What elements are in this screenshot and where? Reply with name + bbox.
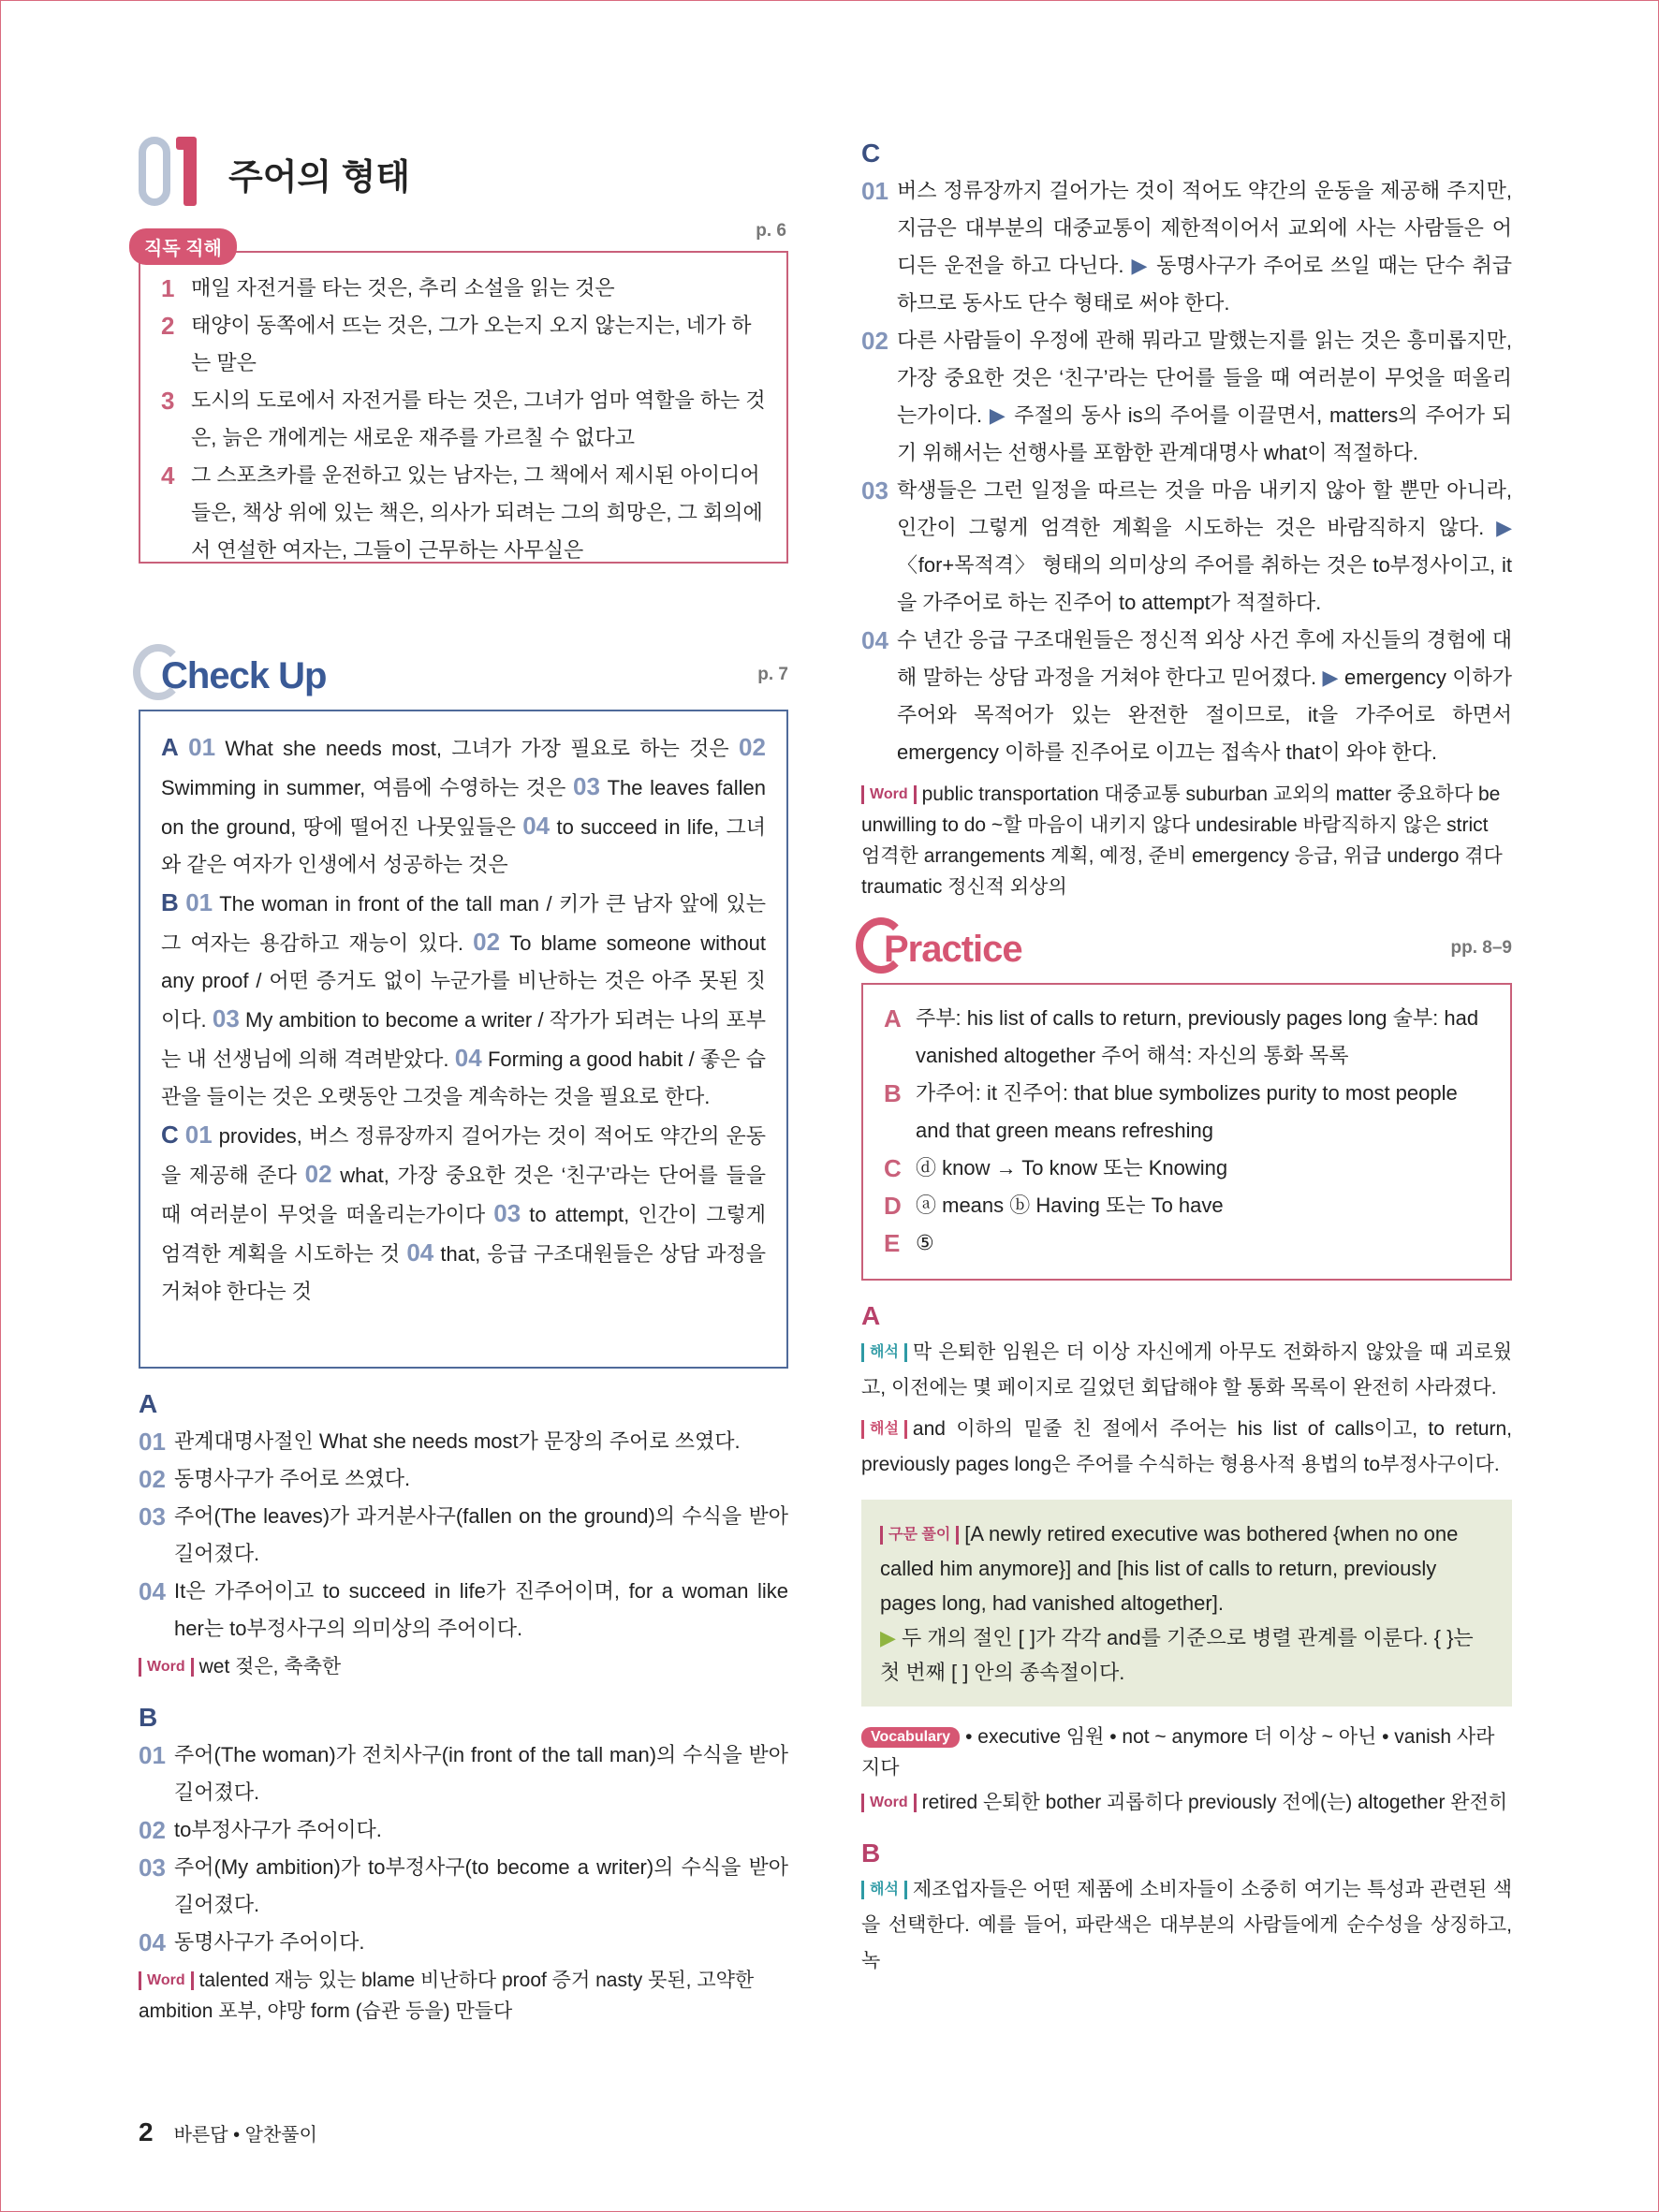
list-item: 01 관계대명사절인 What she needs most가 문장의 주어로 쓰였다.	[139, 1428, 741, 1456]
list-item: A 주부: his list of calls to return, previously pages long 술부: had vanished altogether 주어 해석: 자신의 통화 목록	[884, 1004, 1479, 1067]
list-item: 03 주어(The leaves)가 과거분사구(fallen on the ground)의 수식을 받아 길어졌다.	[139, 1502, 788, 1565]
checkup-B: B 01 The woman in front of the tall man / 키가 큰 남자 앞에 있는 그 여자는 용감하고 재능이 있다. 02 To blame someone without any proof / 어떤 증거도 없이 누군가를 비난하는 것은 아주 못된 짓이다. 03 My ambition to become a writer / 작가가 되려는 나의 포부는 내 선생님에 의해 격려받았다. 04 Forming a good habit / 좋은 습관을 들이는 것은 오랫동안 그것을 계속하는 것을 필요로 한다.	[161, 888, 766, 1108]
word-line: Word public transportation 대중교통 suburban 교외의 matter 중요하다 be unwilling to do ~할 마음이 내키지 않다 undesirable 바람직하지 않은 strict 엄격한 arrangements 계획, 예정, 준비 emergency 응급, 위급 undergo 겪다 traumatic 정신적 외상의	[861, 784, 1503, 898]
translation: 해석 막 은퇴한 임원은 더 이상 자신에게 아무도 전화하지 않았을 때 괴로웠고, 이전에는 몇 페이지로 길었던 회답해야 할 통화 목록이 완전히 사라졌다.	[861, 1341, 1512, 1399]
list-item: 04 It은 가주어이고 to succeed in life가 진주어이며, for a woman like her는 to부정사구의 의미상의 주어이다.	[139, 1577, 788, 1640]
structure-box	[861, 1500, 1512, 1707]
book-title: 바른답 • 알찬풀이	[173, 2125, 317, 2146]
list-item: 01 버스 정류장까지 걸어가는 것이 적어도 약간의 운동을 제공해 주지만, 지금은 대부분의 대중교통이 제한적이어서 교외에 사는 사람들은 어디든 운전을 하고 다닌다. ▶ 동명사구가 주어로 쓰일 때는 단수 취급하므로 동사도 단수 형태로 써야 한다.	[861, 177, 1512, 315]
checkup-title: Check Up p. 7	[139, 648, 788, 704]
list-item: E ⑤	[884, 1229, 934, 1257]
list-item: D ⓐ means ⓑ Having 또는 To have	[884, 1192, 1224, 1220]
list-item: 04 동명사구가 주어이다.	[139, 1928, 365, 1956]
practice-page-ref: pp. 8–9	[1450, 938, 1512, 958]
practice-section	[861, 921, 1512, 1281]
right-column	[861, 131, 1512, 1979]
jikdok-list	[161, 270, 766, 569]
explanation: 해설 and 이하의 밑줄 친 절에서 주어는 his list of calls이고, to return, previously pages long은 주어를 수식하는 형용사적 용법의 to부정사구이다.	[861, 1418, 1512, 1475]
section-letter: A	[139, 1389, 158, 1418]
left-column	[139, 131, 788, 2030]
list-item: 02 동명사구가 주어로 쓰였다.	[139, 1465, 411, 1493]
page-number: 2	[139, 2117, 154, 2146]
word-line: Word wet 젖은, 축축한	[139, 1651, 788, 1682]
section-letter: B	[861, 1838, 881, 1868]
checkup-C: C 01 provides, 버스 정류장까지 걸어가는 것이 적어도 약간의 운동을 제공해 준다 02 what, 가장 중요한 것은 ‘친구’라는 단어를 들을 때 여러분이 무엇을 떠올리는가이다 03 to attempt, 인간이 그렇게 엄격한 계획을 시도하는 것 04 that, 응급 구조대원들은 상담 과정을 거쳐야 한다는 것	[161, 1121, 766, 1303]
triangle-icon: ▶	[1496, 516, 1512, 539]
list-item: B 가주어: it 진주어: that blue symbolizes purity to most people and that green means refreshing	[884, 1079, 1458, 1142]
list-item: 02 다른 사람들이 우정에 관해 뭐라고 말했는지를 읽는 것은 흥미롭지만, 가장 중요한 것은 ‘친구’라는 단어를 들을 때 여러분이 무엇을 떠올리는가이다. ▶ 주절의 동사 is의 주어를 이끌면서, matters의 주어가 되기 위해서는 선행사를 포함한 관계대명사 what이 적절하다.	[861, 327, 1512, 464]
checkup-page-ref: p. 7	[757, 665, 788, 684]
section-letter: B	[139, 1703, 158, 1732]
left-section-A	[139, 1389, 788, 1682]
list-item: 04 수 년간 응급 구조대원들은 정신적 외상 사건 후에 자신들의 경험에 대해 말하는 상담 과정을 거쳐야 한다고 믿어졌다. ▶ emergency 이하가 주어와 목적어가 있는 완전한 절이므로, it을 가주어로 하면서 emergency 이하를 진주어로 이끄는 접속사 that이 와야 한다.	[861, 626, 1512, 764]
unit-header	[139, 131, 788, 215]
vocab-line: Vocabulary • executive 임원 • not ~ anymore 더 이상 ~ 아닌 • vanish 사라지다	[861, 1726, 1495, 1779]
translation: 해석 제조업자들은 어떤 제품에 소비자들이 소중히 여기는 특성과 관련된 색을 선택한다. 예를 들어, 파란색은 대부분의 사람들에게 순수성을 상징하고, 녹	[861, 1879, 1512, 1971]
checkup-A: A 01 What she needs most, 그녀가 가장 필요로 하는 것은 02 Swimming in summer, 여름에 수영하는 것은 03 The leaves fallen on the ground, 땅에 떨어진 나뭇잎들은 04 to succeed in life, 그녀와 같은 여자가 인생에서 성공하는 것은	[161, 733, 766, 876]
practice-box	[861, 983, 1512, 1281]
list-item: 4 그 스포츠카를 운전하고 있는 남자는, 그 책에서 제시된 아이디어들은, 책상 위에 있는 책은, 의사가 되려는 그의 희망은, 그 회의에서 연설한 여자는, 그들이 근무하는 사무실은	[161, 461, 763, 562]
word-line: Word retired 은퇴한 bother 괴롭히다 previously 전에(는) altogether 완전히	[861, 1787, 1512, 1818]
triangle-icon: ▶	[1131, 254, 1150, 277]
unit-number-graphic	[139, 133, 215, 213]
right-section-A	[861, 1301, 1512, 1818]
page-footer	[139, 2117, 317, 2147]
section-letter: A	[861, 1301, 881, 1330]
list-item: 01 주어(The woman)가 전치사구(in front of the tall man)의 수식을 받아 길어졌다.	[139, 1741, 788, 1804]
list-item: C ⓓ know → To know 또는 Knowing	[884, 1154, 1228, 1182]
list-item: 03 학생들은 그런 일정을 따르는 것을 마음 내키지 않아 할 뿐만 아니라, 인간이 그렇게 엄격한 계획을 시도하는 것은 바람직하지 않다. ▶ 〈for+목적격〉 형태의 의미상의 주어를 취하는 것은 to부정사이고, it을 가주어로 하는 진주어 to attempt가 적절하다.	[861, 476, 1512, 614]
right-section-B	[861, 1838, 1512, 1979]
jikdok-box	[139, 221, 788, 564]
checkup-section	[139, 648, 788, 1369]
list-item: 2 태양이 동쪽에서 뜨는 것은, 그가 오는지 오지 않는지는, 네가 하는 말은	[161, 312, 752, 374]
list-item: 03 주어(My ambition)가 to부정사구(to become a writer)의 수식을 받아 길어졌다.	[139, 1853, 788, 1916]
triangle-icon: ▶	[1322, 666, 1339, 689]
jikdok-tag: 직독 직해	[129, 228, 237, 265]
list-item: 02 to부정사구가 주어이다.	[139, 1816, 382, 1844]
triangle-icon: ▶	[989, 403, 1007, 427]
list-item: 1 매일 자전거를 타는 것은, 추리 소설을 읽는 것은	[161, 274, 615, 302]
checkup-box	[139, 710, 788, 1369]
triangle-icon: ▶	[880, 1626, 896, 1649]
section-letter: C	[861, 139, 881, 168]
unit-title: 주어의 형태	[228, 157, 411, 198]
word-line: Word talented 재능 있는 blame 비난하다 proof 증거 nasty 못된, 고약한 ambition 포부, 야망 form (습관 등을) 만들다	[139, 1970, 755, 2022]
list-item: 3 도시의 도로에서 자전거를 타는 것은, 그녀가 엄마 역할을 하는 것은, 늙은 개에게는 새로운 재주를 가르칠 수 없다고	[161, 387, 766, 449]
structure-text: 구문 풀이 [A newly retired executive was bothered {when no one called him anymore}] and [his list of calls to return, previously pages long, had vanished altogether].	[880, 1522, 1459, 1615]
practice-title: Practice pp. 8–9	[861, 921, 1512, 977]
jikdok-page-ref: p. 6	[756, 221, 786, 241]
structure-note: ▶ 두 개의 절인 [ ]가 각각 and를 기준으로 병렬 관계를 이룬다. { }는 첫 번째 [ ] 안의 종속절이다.	[880, 1626, 1474, 1684]
left-section-B	[139, 1703, 788, 2027]
